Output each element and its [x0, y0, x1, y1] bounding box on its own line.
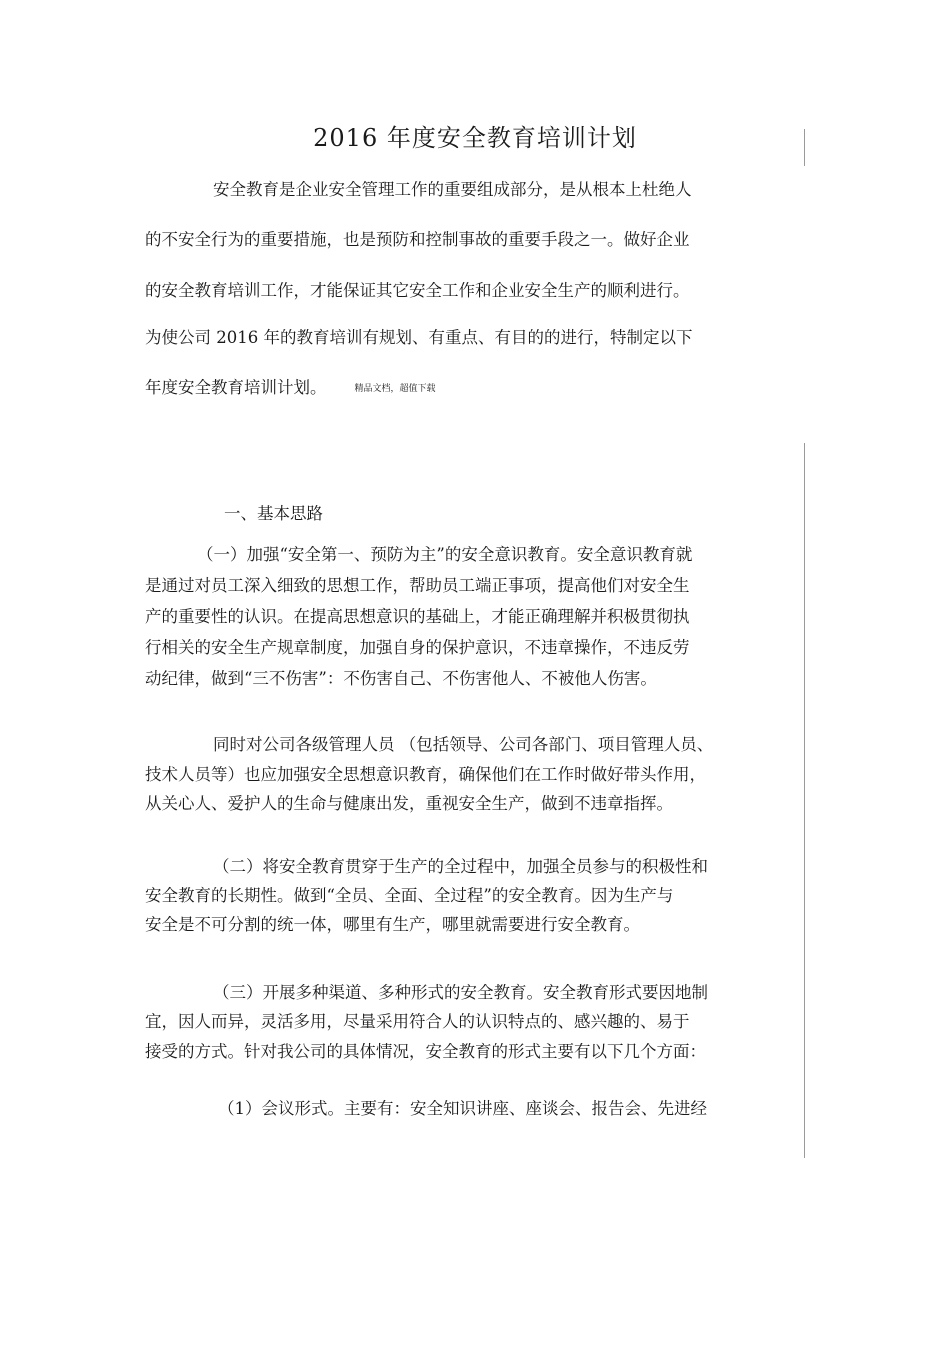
para1-line-1: （一）加强“安全第一、预防为主”的安全意识教育。安全意识教育就 — [197, 545, 693, 564]
margin-rule-side — [804, 443, 805, 1158]
para4-line-3: 接受的方式。针对我公司的具体情况，安全教育的形式主要有以下几个方面： — [145, 1042, 706, 1061]
intro-line-5 — [145, 377, 436, 400]
para2-line-2: 技术人员等）也应加强安全思想意识教育，确保他们在工作时做好带头作用， — [145, 765, 706, 784]
intro-line-1: 安全教育是企业安全管理工作的重要组成部分，是从根本上杜绝人 — [213, 180, 692, 199]
document-title: 2016 年度安全教育培训计划 — [313, 124, 637, 152]
para1-line-4: 行相关的安全生产规章制度，加强自身的保护意识，不违章操作，不违反劳 — [145, 638, 690, 657]
para1-line-3: 产的重要性的认识。在提高思想意识的基础上，才能正确理解并积极贯彻执 — [145, 607, 690, 626]
watermark-note: 精品文档，超值下载 — [354, 383, 436, 394]
section-heading: 一、基本思路 — [224, 504, 323, 523]
para3-line-2: 安全教育的长期性。做到“全员、全面、全过程”的安全教育。因为生产与 — [145, 886, 674, 905]
intro-line-4: 为使公司 2016 年的教育培训有规划、有重点、有目的的进行，特制定以下 — [145, 328, 693, 347]
para3-line-3: 安全是不可分割的统一体，哪里有生产，哪里就需要进行安全教育。 — [145, 915, 640, 934]
para4-line-1: （三）开展多种渠道、多种形式的安全教育。安全教育形式要因地制 — [213, 983, 708, 1002]
para1-line-2: 是通过对员工深入细致的思想工作，帮助员工端正事项，提高他们对安全生 — [145, 576, 690, 595]
para3-line-1: （二）将安全教育贯穿于生产的全过程中，加强全员参与的积极性和 — [213, 857, 708, 876]
para1-line-5: 动纪律，做到“三不伤害”：不伤害自己、不伤害他人、不被他人伤害。 — [145, 669, 657, 688]
intro-line-5-text: 年度安全教育培训计划。 — [145, 378, 327, 397]
para2-line-3: 从关心人、爱护人的生命与健康出发，重视安全生产，做到不违章指挥。 — [145, 794, 673, 813]
intro-line-3: 的安全教育培训工作，才能保证其它安全工作和企业安全生产的顺利进行。 — [145, 281, 690, 300]
para2-line-1: 同时对公司各级管理人员 （包括领导、公司各部门、项目管理人员、 — [213, 735, 714, 754]
intro-line-2: 的不安全行为的重要措施，也是预防和控制事故的重要手段之一。做好企业 — [145, 230, 690, 249]
para4-line-2: 宜，因人而异，灵活多用，尽量采用符合人的认识特点的、感兴趣的、易于 — [145, 1012, 690, 1031]
margin-rule-top — [804, 129, 805, 166]
para5-line-1: （1）会议形式。主要有：安全知识讲座、座谈会、报告会、先进经 — [218, 1099, 707, 1118]
